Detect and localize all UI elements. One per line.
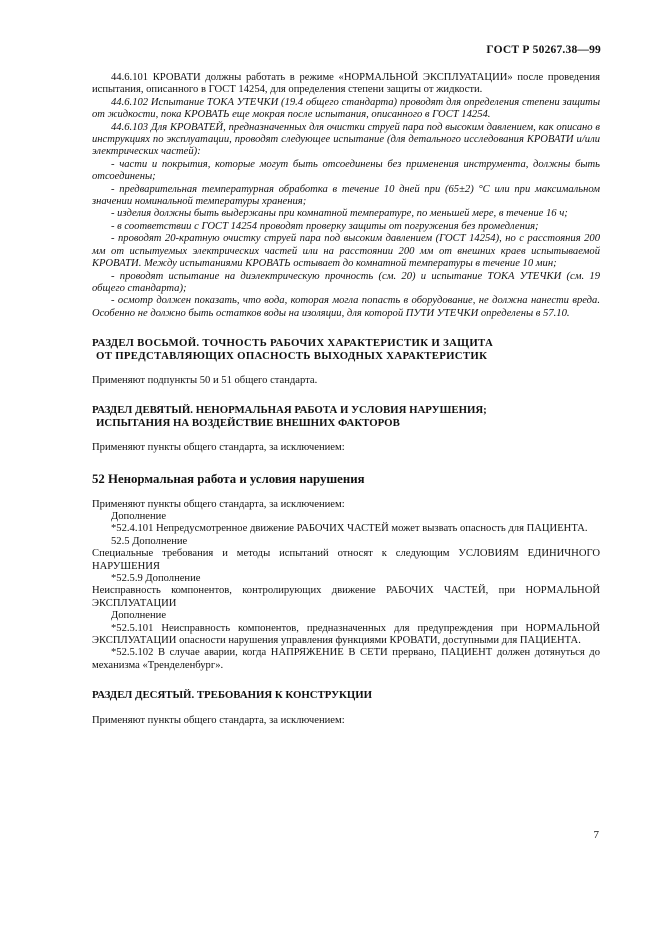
clause-52-heading: 52 Ненормальная работа и условия нарушения — [92, 471, 365, 486]
clause-52-5: 52.5 Дополнение — [111, 535, 188, 547]
list-item: - проводят 20-кратную очистку струей пара под высоким давлением (ГОСТ 14254), но с расстояния 200 мм от испытуемых электрических частей или на расстоянии 200 мм от внешних краев испытываемой КРОВАТИ. Между испытаниями КРОВАТЬ остывает до комнатной температуры в течение 10 мин; — [92, 233, 600, 270]
section-10-title: РАЗДЕЛ ДЕСЯТЫЙ. ТРЕБОВАНИЯ К КОНСТРУКЦИИ — [92, 689, 373, 702]
paragraph-44-6-103: 44.6.103 Для КРОВАТЕЙ, предназначенных для очистки струей пара под высоким давлением, как описано в инструкциях по эксплуатации, проводят следующее испытание (для детального исследования КРОВАТИ и/или электрических частей): — [92, 121, 600, 158]
section-10-text: Применяют пункты общего стандарта, за исключением: — [92, 714, 345, 726]
clause-52-5-9: *52.5.9 Дополнение — [111, 573, 201, 584]
clause-52-line: Специальные требования и методы испытаний относят к следующим УСЛОВИЯМ ЕДИНИЧНОГО НАРУШЕНИЯ — [92, 548, 600, 572]
section-9-title-line1: РАЗДЕЛ ДЕВЯТЫЙ. НЕНОРМАЛЬНАЯ РАБОТА И УСЛОВИЯ НАРУШЕНИЯ; — [92, 404, 487, 417]
clause-52-line: Дополнение — [111, 610, 167, 622]
clause-52-5-102: *52.5.102 В случае аварии, когда НАПРЯЖЕНИЕ В СЕТИ прервано, ПАЦИЕНТ должен дотянуться до механизма «Тренделенбург». — [92, 647, 600, 671]
list-item: - в соответствии с ГОСТ 14254 проводят проверку защиты от погружения без промедления; — [111, 220, 539, 232]
list-item: - осмотр должен показать, что вода, которая могла попасть в оборудование, не должна нанести вреда. Особенно не должно быть остатков воды на изоляции, для которой ПУТИ УТЕЧКИ определены в 57.10. — [92, 295, 600, 319]
list-item: - части и покрытия, которые могут быть отсоединены без применения инструмента, должны быть отсоединены; — [92, 158, 600, 183]
section-8-text: Применяют подпункты 50 и 51 общего стандарта. — [92, 374, 318, 386]
paragraph-44-6-102: 44.6.102 Испытание ТОКА УТЕЧКИ (19.4 общего стандарта) проводят для определения степени защиты от жидкости, пока КРОВАТЬ еще мокрая после испытания, описанного в ГОСТ 14254. — [92, 96, 600, 121]
list-item: - изделия должны быть выдержаны при комнатной температуре, по меньшей мере, в течение 16 ч; — [111, 208, 568, 220]
clause-52-4-101: *52.4.101 Непредусмотренное движение РАБОЧИХ ЧАСТЕЙ может вызвать опасность для ПАЦИЕНТА. — [111, 523, 588, 535]
clause-52-line: Применяют пункты общего стандарта, за исключением: — [92, 498, 345, 510]
document-code: ГОСТ Р 50267.38—99 — [486, 44, 601, 56]
clause-52-line: Неисправность компонентов, контролирующих движение РАБОЧИХ ЧАСТЕЙ, при НОРМАЛЬНОЙ ЭКСПЛУАТАЦИИ — [92, 585, 600, 609]
list-item: - предварительная температурная обработка в течение 10 дней при (65±2) °С или при максимальном значении номинальной температуры хранения; — [92, 183, 600, 208]
section-8-title — [92, 337, 600, 362]
clause-52-5-101: *52.5.101 Неисправность компонентов, предназначенных для предупреждения при НОРМАЛЬНОЙ ЭКСПЛУАТАЦИИ опасности нарушения управления функциями КРОВАТИ, доступными для ПАЦИЕНТА. — [92, 622, 600, 647]
section-8-title-line1: РАЗДЕЛ ВОСЬМОЙ. ТОЧНОСТЬ РАБОЧИХ ХАРАКТЕРИСТИК И ЗАЩИТА — [92, 337, 494, 350]
section-9-title-line2: ИСПЫТАНИЯ НА ВОЗДЕЙСТВИЕ ВНЕШНИХ ФАКТОРОВ — [96, 416, 400, 429]
page-number: 7 — [593, 829, 599, 841]
document-body — [92, 72, 600, 727]
list-item: - проводят испытание на диэлектрическую прочность (см. 20) и испытание ТОКА УТЕЧКИ (см. 19 общего стандарта); — [92, 270, 600, 294]
section-8-title-line2: ОТ ПРЕДСТАВЛЯЮЩИХ ОПАСНОСТЬ ВЫХОДНЫХ ХАРАКТЕРИСТИК — [96, 349, 488, 362]
section-9-title — [92, 404, 600, 429]
clause-52-line: Дополнение — [111, 510, 167, 522]
section-9-text: Применяют пункты общего стандарта, за исключением: — [92, 442, 345, 454]
paragraph-44-6-101: 44.6.101 КРОВАТИ должны работать в режиме «НОРМАЛЬНОЙ ЭКСПЛУАТАЦИИ» после проведения испытания, описанного в ГОСТ 14254, для определения степени защиты от жидкости. — [92, 72, 600, 96]
